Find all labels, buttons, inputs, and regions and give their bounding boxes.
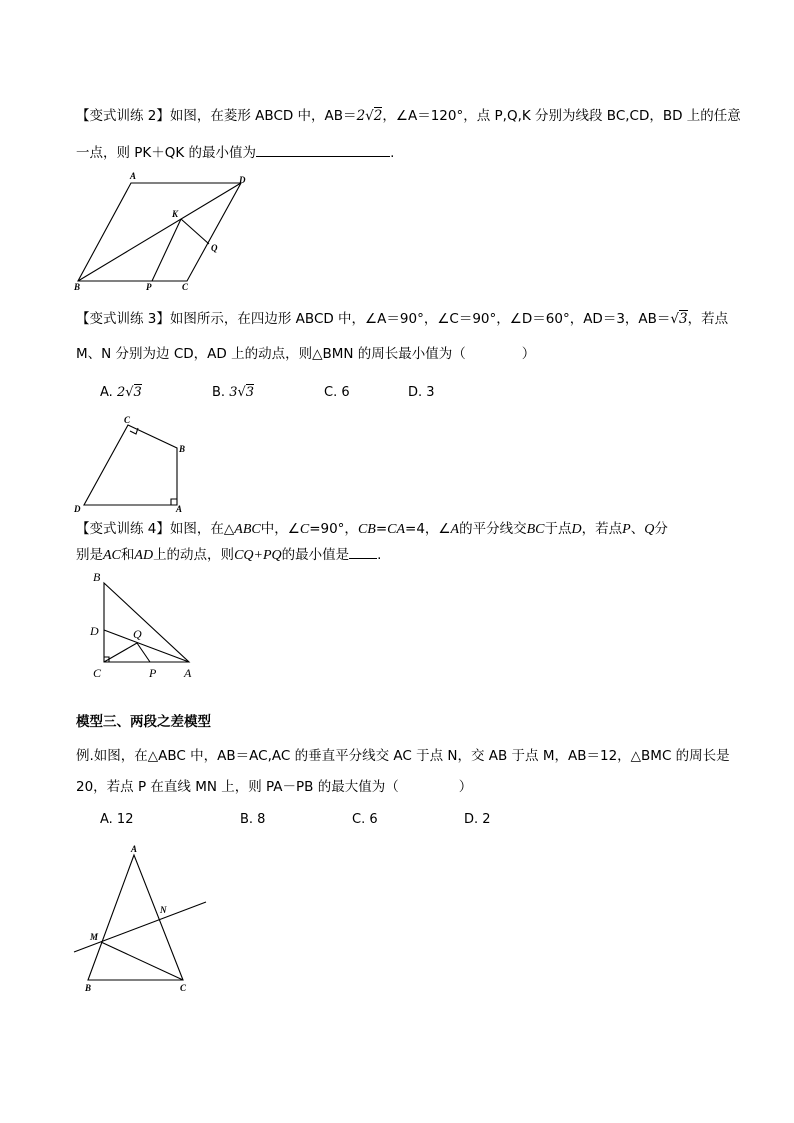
- math-var: +: [253, 548, 263, 563]
- option-letter: D.: [408, 385, 423, 400]
- label-d: D: [74, 504, 81, 514]
- option-letter: A.: [100, 385, 113, 400]
- text: 如图，在△: [169, 521, 235, 537]
- example-close-paren: ）: [458, 779, 473, 795]
- text: 于点: [544, 521, 572, 537]
- math-var: A: [450, 522, 460, 537]
- text: =90°，: [309, 521, 358, 537]
- label-a: A: [131, 844, 138, 854]
- problem-3-text-2: ，若点: [687, 311, 729, 327]
- problem-2-text-3: 一点，则 PK＋QK 的最小值为: [76, 145, 257, 161]
- perpendicular-bisector-mn: [74, 902, 206, 952]
- label-n: N: [160, 905, 167, 915]
- math-var: CA: [387, 522, 406, 537]
- section-title: 模型三、两段之差模型: [76, 714, 211, 730]
- problem-2-period: .: [390, 145, 395, 161]
- label-b: B: [74, 282, 81, 292]
- radical-sign: √: [365, 108, 374, 124]
- radical-sign: √: [237, 385, 246, 400]
- option-letter: B.: [212, 385, 226, 400]
- option-letter: C.: [324, 385, 338, 400]
- text: 中，∠: [260, 521, 300, 537]
- radicand: 3: [679, 311, 688, 327]
- text: 的最小值是: [281, 547, 350, 563]
- label-c: C: [93, 666, 102, 680]
- problem-2-text-1: 如图，在菱形 ABCD 中，AB＝: [169, 108, 357, 124]
- math-var: CB: [357, 522, 376, 537]
- problem-3-tag: 【变式训练 3】: [76, 311, 170, 327]
- problem-2-tag: 【变式训练 2】: [76, 108, 170, 124]
- math-var: PQ: [262, 548, 282, 563]
- problem-3-text-3: M、N 分别为边 CD，AD 上的动点，则△BMN 的周长最小值为（: [76, 346, 466, 362]
- label-m: M: [90, 932, 99, 942]
- example-text-2: 20，若点 P 在直线 MN 上，则 PA－PB 的最大值为（: [76, 779, 399, 795]
- text: ，若点: [581, 521, 623, 537]
- label-b: B: [179, 444, 186, 454]
- sqrt-coefficient: 3: [229, 385, 238, 400]
- problem-3-close-paren: ）: [521, 346, 536, 362]
- problem-3-text-1: 如图所示，在四边形 ABCD 中，∠A＝90°，∠C＝90°，∠D＝60°，AD＝3，AB＝: [169, 311, 671, 327]
- problem-4-tag: 【变式训练 4】: [76, 521, 170, 537]
- label-c: C: [182, 282, 189, 292]
- label-d: D: [239, 175, 246, 185]
- label-p: P: [149, 666, 157, 680]
- problem-4-period: .: [377, 547, 382, 563]
- option-a: A. 12: [100, 812, 134, 827]
- triangle-abc: [88, 855, 183, 980]
- math-var: D: [571, 522, 582, 537]
- radicand: 3: [133, 385, 142, 400]
- label-a: A: [184, 666, 192, 680]
- text: =4，∠: [405, 521, 451, 537]
- text: =: [375, 521, 388, 537]
- label-a: A: [130, 171, 137, 181]
- problem-2-text-2: ，∠A＝120°，点 P,Q,K 分别为线段 BC,CD，BD 上的任意: [382, 108, 741, 124]
- option-value: 3: [426, 385, 435, 400]
- sqrt-coefficient: 2: [116, 385, 126, 400]
- radicand: 2: [373, 108, 383, 124]
- option-d: D. 2: [464, 812, 491, 827]
- text: 分: [654, 521, 668, 537]
- option-value: 6: [341, 385, 350, 400]
- math-var: AD: [134, 548, 154, 563]
- math-var: C: [299, 522, 310, 537]
- option-b: B. 8: [240, 812, 266, 827]
- radical-sign: √: [125, 385, 134, 400]
- option-c: C. 6: [352, 812, 378, 827]
- label-q: Q: [133, 627, 142, 641]
- math-var: Q: [644, 522, 655, 537]
- label-c: C: [124, 415, 131, 425]
- math-var: CQ: [234, 548, 254, 563]
- example-line-1: 例.如图，在△ABC 中，AB＝AC,AC 的垂直平分线交 AC 于点 N，交 AB 于点 M，AB＝12，△BMC 的周长是: [76, 748, 730, 764]
- text: 别是: [76, 547, 103, 563]
- sqrt-coefficient: 2: [356, 108, 366, 124]
- radicand: 3: [245, 385, 255, 400]
- text: 上的动点，则: [153, 547, 235, 563]
- math-var: AC: [103, 548, 121, 563]
- label-b: B: [93, 570, 101, 584]
- label-q: Q: [211, 243, 218, 253]
- label-b: B: [85, 983, 92, 993]
- math-var: P: [622, 522, 631, 537]
- math-var: BC: [526, 522, 545, 537]
- radical-sign: √: [670, 311, 680, 327]
- math-var: ABC: [234, 522, 261, 537]
- label-a: A: [176, 504, 183, 514]
- text: 的平分线交: [459, 521, 527, 537]
- text: 和: [120, 547, 135, 563]
- label-c: C: [180, 983, 187, 993]
- text: 、: [630, 521, 645, 537]
- label-p: P: [146, 282, 152, 292]
- label-k: K: [172, 209, 179, 219]
- label-d: D: [90, 624, 99, 638]
